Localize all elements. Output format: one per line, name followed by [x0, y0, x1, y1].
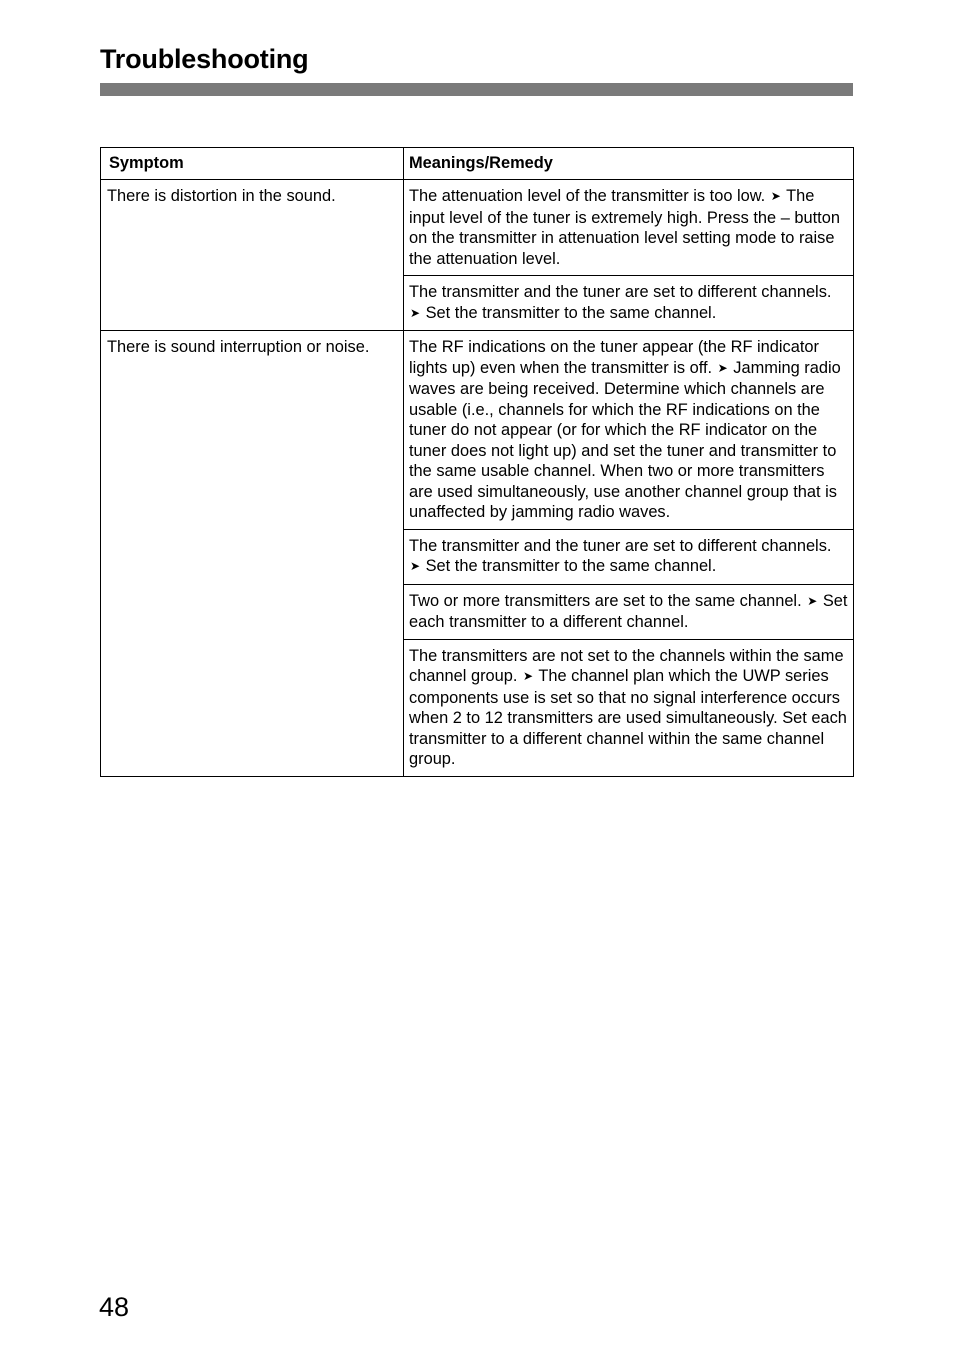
remedy-cause: The transmitters are not set to the channels within the same channel group. — [409, 646, 844, 685]
table-header-row — [101, 148, 854, 180]
remedy-cause: The transmitter and the tuner are set to different channels. — [409, 283, 832, 301]
title-divider — [100, 83, 853, 96]
page-title: Troubleshooting — [100, 44, 309, 74]
remedy-cell — [404, 331, 854, 530]
remedy-cell — [404, 639, 854, 776]
remedy-cell — [404, 584, 854, 639]
arrow-right-icon: ➤ — [717, 360, 728, 375]
remedy-action: Jamming radio waves are being received. Determine which channels are usable (i.e., channels for which the RF indications on the tuner do not appear (or for which the RF indicator on the tuner does not light up) and set the tuner and transmitter to the same usable channel. When two or more transmitters are used simultaneously, use another channel group that is unaffected by jamming radio waves. — [409, 358, 841, 521]
arrow-right-icon: ➤ — [770, 189, 781, 203]
arrow-right-icon: ➤ — [410, 559, 421, 573]
arrow-right-icon: ➤ — [807, 593, 818, 608]
arrow-right-icon: ➤ — [410, 305, 421, 320]
troubleshooting-table — [100, 147, 854, 777]
remedy-cause: Two or more transmitters are set to the same channel. — [409, 591, 802, 610]
remedy-action: Set the transmitter to the same channel. — [425, 303, 717, 322]
remedy-cell — [404, 529, 854, 584]
remedy-action: Set the transmitter to the same channel. — [425, 557, 717, 575]
page-number: 48 — [99, 1292, 130, 1322]
remedy-cell — [404, 276, 854, 331]
table-row — [101, 331, 854, 530]
symptom-cell: There is distortion in the sound. — [101, 180, 404, 331]
arrow-right-icon: ➤ — [523, 669, 534, 683]
remedy-cause: The transmitter and the tuner are set to different channels. — [409, 536, 832, 555]
remedy-action: The channel plan which the UWP series components use is set so that no signal interference occurs when 2 to 12 transmitters are used simultaneously. Set each transmitter to a different channel within the same channel group. — [409, 667, 847, 768]
table-row — [101, 180, 854, 276]
remedy-action: Set each transmitter to a different channel. — [409, 591, 848, 631]
remedy-cell — [404, 180, 854, 276]
symptom-cell: There is sound interruption or noise. — [101, 331, 404, 777]
remedy-action: The input level of the tuner is extremely high. Press the – button on the transmitter in attenuation level setting mode to raise the attenuation level. — [409, 187, 840, 268]
header-symptom: Symptom — [101, 148, 404, 180]
remedy-cause: The attenuation level of the transmitter is too low. — [409, 187, 766, 205]
remedy-cause: The RF indications on the tuner appear (the RF indicator lights up) even when the transmitter is off. — [409, 338, 819, 377]
header-remedy: Meanings/Remedy — [404, 148, 854, 180]
